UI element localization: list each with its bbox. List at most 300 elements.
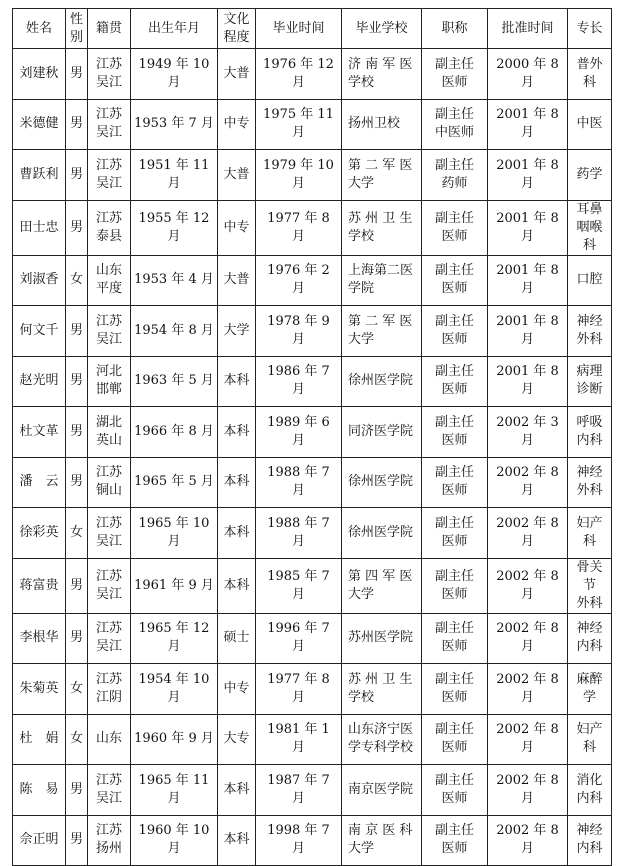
specialty-cell (568, 714, 612, 765)
school-cell-line: 山东济宁医 (348, 722, 414, 738)
title-cell-line: 副主任 (434, 515, 474, 531)
header-name: 姓名 (13, 9, 66, 49)
education-cell: 本科 (218, 765, 256, 816)
header-gender (66, 9, 88, 49)
title-cell-line: 医师 (441, 790, 468, 806)
title-cell-line: 医师 (441, 483, 468, 499)
header-specialty: 专长 (568, 9, 612, 49)
title-cell-line: 医师 (441, 74, 468, 90)
gender-cell: 男 (66, 613, 88, 664)
specialty-cell (568, 407, 612, 458)
name-cell: 陈 易 (13, 765, 66, 816)
header-school: 毕业学校 (342, 9, 422, 49)
native-cell-line: 江苏 (95, 515, 122, 531)
title-cell-line: 副主任 (434, 568, 474, 584)
gender-cell: 男 (66, 765, 88, 816)
school-cell (342, 613, 422, 664)
title-cell-line: 医师 (441, 228, 468, 244)
title-cell (422, 664, 488, 715)
graduation-cell: 1988 年 7 月 (256, 508, 342, 559)
gender-cell: 男 (66, 815, 88, 866)
specialty-cell-line: 神经 (576, 465, 603, 481)
school-cell-line: 学院 (348, 281, 375, 297)
title-cell-line: 副主任 (434, 364, 474, 380)
document-page (12, 8, 612, 866)
birth-cell: 1954 年 10 月 (131, 664, 218, 715)
school-cell-line: 第 二 军 医 (348, 157, 413, 173)
name-cell: 朱菊英 (13, 664, 66, 715)
header-gender-line: 别 (69, 29, 83, 45)
school-cell-line: 苏 州 卫 生 (348, 210, 413, 226)
graduation-cell: 1988 年 7 月 (256, 457, 342, 508)
title-cell-line: 副主任 (434, 823, 474, 839)
gender-cell: 男 (66, 150, 88, 201)
title-cell (422, 457, 488, 508)
native-cell-line: 泰县 (95, 228, 122, 244)
specialty-cell-line: 普外科 (576, 56, 603, 90)
birth-cell: 1963 年 5 月 (131, 356, 218, 407)
header-education-line: 程度 (223, 29, 250, 45)
graduation-cell: 1977 年 8 月 (256, 200, 342, 255)
graduation-cell: 1986 年 7 月 (256, 356, 342, 407)
name-cell: 蒋富贵 (13, 558, 66, 613)
education-cell: 大普 (218, 255, 256, 306)
specialty-cell (568, 558, 612, 613)
education-cell: 本科 (218, 558, 256, 613)
education-cell: 大普 (218, 49, 256, 100)
native-cell (88, 255, 131, 306)
education-cell: 中专 (218, 664, 256, 715)
title-cell-line: 中医师 (434, 125, 474, 141)
approved-cell: 2002 年 8 月 (488, 508, 568, 559)
school-cell (342, 664, 422, 715)
header-education-line: 文化 (223, 11, 250, 27)
native-cell-line: 江苏 (95, 621, 122, 637)
specialty-cell-line: 神经 (576, 621, 603, 637)
graduation-cell: 1977 年 8 月 (256, 664, 342, 715)
header-row (13, 9, 612, 49)
table-row (13, 150, 612, 201)
specialty-cell (568, 99, 612, 150)
header-graduation: 毕业时间 (256, 9, 342, 49)
native-cell-line: 平度 (95, 281, 122, 297)
title-cell (422, 255, 488, 306)
birth-cell: 1965 年 5 月 (131, 457, 218, 508)
school-cell (342, 765, 422, 816)
native-cell-line: 扬州 (95, 841, 122, 857)
title-cell-line: 医师 (441, 281, 468, 297)
specialty-cell-line: 外科 (576, 483, 603, 499)
school-cell (342, 815, 422, 866)
header-title: 职称 (422, 9, 488, 49)
approved-cell: 2001 年 8 月 (488, 150, 568, 201)
approved-cell: 2001 年 8 月 (488, 255, 568, 306)
education-cell: 本科 (218, 407, 256, 458)
specialty-cell (568, 255, 612, 306)
native-cell-line: 吴江 (95, 74, 122, 90)
school-cell (342, 255, 422, 306)
gender-cell: 男 (66, 200, 88, 255)
graduation-cell: 1998 年 7 月 (256, 815, 342, 866)
specialty-cell (568, 613, 612, 664)
native-cell-line: 吴江 (95, 175, 122, 191)
title-cell-line: 医师 (441, 382, 468, 398)
gender-cell: 男 (66, 306, 88, 357)
title-cell (422, 306, 488, 357)
school-cell (342, 457, 422, 508)
header-birth: 出生年月 (131, 9, 218, 49)
school-cell-line: 济 南 军 医 (348, 56, 413, 72)
native-cell-line: 山东 (95, 731, 122, 747)
title-cell (422, 49, 488, 100)
title-cell (422, 200, 488, 255)
native-cell (88, 150, 131, 201)
title-cell-line: 副主任 (434, 157, 474, 173)
school-cell-line: 南京医学院 (348, 781, 414, 797)
native-cell-line: 山东 (95, 263, 122, 279)
specialty-cell (568, 765, 612, 816)
native-cell-line: 江苏 (95, 210, 122, 226)
specialty-cell-line: 神经 (576, 313, 603, 329)
title-cell-line: 副主任 (434, 621, 474, 637)
title-cell (422, 765, 488, 816)
specialty-cell-line: 诊断 (576, 382, 603, 398)
title-cell-line: 副主任 (434, 772, 474, 788)
table-row (13, 356, 612, 407)
title-cell (422, 558, 488, 613)
native-cell-line: 河北 (95, 364, 122, 380)
school-cell-line: 徐州医学院 (348, 373, 414, 389)
birth-cell: 1965 年 10 月 (131, 508, 218, 559)
title-cell-line: 医师 (441, 533, 468, 549)
native-cell-line: 江苏 (95, 56, 122, 72)
school-cell (342, 407, 422, 458)
title-cell-line: 副主任 (434, 107, 474, 123)
native-cell (88, 714, 131, 765)
education-cell: 中专 (218, 99, 256, 150)
specialty-cell-line: 妇产科 (576, 515, 603, 549)
specialty-cell-line: 内科 (576, 841, 603, 857)
graduation-cell: 1975 年 11 月 (256, 99, 342, 150)
birth-cell: 1965 年 11 月 (131, 765, 218, 816)
native-cell (88, 765, 131, 816)
school-cell-line: 苏 州 卫 生 (348, 671, 413, 687)
graduation-cell: 1989 年 6 月 (256, 407, 342, 458)
title-cell (422, 356, 488, 407)
school-cell-line: 同济医学院 (348, 423, 414, 439)
education-cell: 本科 (218, 508, 256, 559)
specialty-cell (568, 200, 612, 255)
specialty-cell (568, 815, 612, 866)
native-cell-line: 吴江 (95, 125, 122, 141)
title-cell (422, 815, 488, 866)
gender-cell: 男 (66, 558, 88, 613)
native-cell-line: 吴江 (95, 639, 122, 655)
school-cell (342, 356, 422, 407)
native-cell (88, 508, 131, 559)
education-cell: 本科 (218, 356, 256, 407)
education-cell: 中专 (218, 200, 256, 255)
specialty-cell-line: 外科 (576, 595, 603, 611)
native-cell-line: 吴江 (95, 790, 122, 806)
education-cell: 大专 (218, 714, 256, 765)
approved-cell: 2002 年 8 月 (488, 765, 568, 816)
birth-cell: 1961 年 9 月 (131, 558, 218, 613)
approved-cell: 2002 年 8 月 (488, 815, 568, 866)
specialty-cell-line: 咽喉科 (576, 219, 603, 253)
graduation-cell: 1996 年 7 月 (256, 613, 342, 664)
approved-cell: 2002 年 8 月 (488, 613, 568, 664)
birth-cell: 1960 年 9 月 (131, 714, 218, 765)
title-cell-line: 副主任 (434, 56, 474, 72)
school-cell-line: 苏州医学院 (348, 630, 414, 646)
name-cell: 杜 娟 (13, 714, 66, 765)
gender-cell: 男 (66, 99, 88, 150)
title-cell-line: 医师 (441, 689, 468, 705)
table-row (13, 99, 612, 150)
title-cell-line: 医师 (441, 586, 468, 602)
table-row (13, 49, 612, 100)
native-cell-line: 江苏 (95, 157, 122, 173)
school-cell-line: 大学 (348, 175, 375, 191)
school-cell-line: 第 四 军 医 (348, 568, 413, 584)
title-cell-line: 药师 (441, 175, 468, 191)
header-education (218, 9, 256, 49)
header-gender-line: 性 (69, 11, 83, 27)
specialty-cell-line: 消化 (576, 772, 603, 788)
title-cell-line: 副主任 (434, 263, 474, 279)
school-cell-line: 徐州医学院 (348, 474, 414, 490)
specialty-cell-line: 神经 (576, 823, 603, 839)
birth-cell: 1955 年 12 月 (131, 200, 218, 255)
approved-cell: 2002 年 8 月 (488, 714, 568, 765)
school-cell (342, 714, 422, 765)
school-cell-line: 大学 (348, 586, 375, 602)
native-cell (88, 200, 131, 255)
name-cell: 潘 云 (13, 457, 66, 508)
native-cell (88, 664, 131, 715)
approved-cell: 2001 年 8 月 (488, 306, 568, 357)
school-cell (342, 306, 422, 357)
table-row (13, 613, 612, 664)
school-cell-line: 第 二 军 医 (348, 313, 413, 329)
birth-cell: 1953 年 7 月 (131, 99, 218, 150)
gender-cell: 男 (66, 407, 88, 458)
native-cell-line: 江苏 (95, 107, 122, 123)
education-cell: 本科 (218, 815, 256, 866)
title-cell (422, 508, 488, 559)
name-cell: 杜文革 (13, 407, 66, 458)
name-cell: 李根华 (13, 613, 66, 664)
education-cell: 本科 (218, 457, 256, 508)
specialty-cell (568, 306, 612, 357)
school-cell-line: 南 京 医 科 (348, 823, 413, 839)
title-cell (422, 407, 488, 458)
name-cell: 米德健 (13, 99, 66, 150)
specialty-cell (568, 664, 612, 715)
school-cell-line: 大学 (348, 331, 375, 347)
name-cell: 田士忠 (13, 200, 66, 255)
native-cell (88, 407, 131, 458)
native-cell-line: 江苏 (95, 671, 122, 687)
title-cell-line: 副主任 (434, 210, 474, 226)
name-cell: 佘正明 (13, 815, 66, 866)
birth-cell: 1951 年 11 月 (131, 150, 218, 201)
education-cell: 硕士 (218, 613, 256, 664)
native-cell (88, 457, 131, 508)
name-cell: 赵光明 (13, 356, 66, 407)
specialty-cell-line: 耳鼻 (576, 201, 603, 217)
school-cell-line: 学校 (348, 74, 375, 90)
title-cell (422, 613, 488, 664)
native-cell-line: 铜山 (95, 483, 122, 499)
gender-cell: 男 (66, 356, 88, 407)
approved-cell: 2002 年 8 月 (488, 457, 568, 508)
graduation-cell: 1985 年 7 月 (256, 558, 342, 613)
specialty-cell-line: 药学 (576, 166, 603, 182)
school-cell-line: 扬州卫校 (348, 116, 401, 132)
native-cell (88, 613, 131, 664)
title-cell-line: 副主任 (434, 414, 474, 430)
gender-cell: 女 (66, 255, 88, 306)
table-body (13, 49, 612, 866)
title-cell-line: 医师 (441, 331, 468, 347)
birth-cell: 1954 年 8 月 (131, 306, 218, 357)
native-cell-line: 江苏 (95, 823, 122, 839)
education-cell: 大普 (218, 150, 256, 201)
table-row (13, 815, 612, 866)
name-cell: 刘淑香 (13, 255, 66, 306)
school-cell-line: 学校 (348, 228, 375, 244)
school-cell (342, 558, 422, 613)
graduation-cell: 1987 年 7 月 (256, 765, 342, 816)
table-row (13, 407, 612, 458)
table-row (13, 457, 612, 508)
name-cell: 刘建秋 (13, 49, 66, 100)
native-cell-line: 英山 (95, 432, 122, 448)
table-row (13, 200, 612, 255)
native-cell-line: 吴江 (95, 533, 122, 549)
title-cell-line: 医师 (441, 841, 468, 857)
school-cell-line: 徐州医学院 (348, 524, 414, 540)
native-cell (88, 815, 131, 866)
native-cell-line: 江苏 (95, 772, 122, 788)
school-cell (342, 200, 422, 255)
specialty-cell (568, 49, 612, 100)
native-cell-line: 湖北 (95, 414, 122, 430)
birth-cell: 1960 年 10 月 (131, 815, 218, 866)
table-row (13, 255, 612, 306)
approved-cell: 2002 年 8 月 (488, 558, 568, 613)
specialty-cell-line: 内科 (576, 639, 603, 655)
native-cell (88, 558, 131, 613)
native-cell-line: 邯郸 (95, 382, 122, 398)
specialty-cell-line: 外科 (576, 331, 603, 347)
table-row (13, 714, 612, 765)
school-cell-line: 大学 (348, 841, 375, 857)
birth-cell: 1953 年 4 月 (131, 255, 218, 306)
table-row (13, 765, 612, 816)
specialty-cell-line: 内科 (576, 790, 603, 806)
graduation-cell: 1979 年 10 月 (256, 150, 342, 201)
table-row (13, 558, 612, 613)
gender-cell: 女 (66, 508, 88, 559)
title-cell-line: 副主任 (434, 671, 474, 687)
table-row (13, 508, 612, 559)
name-cell: 何文千 (13, 306, 66, 357)
table-row (13, 664, 612, 715)
table-row (13, 306, 612, 357)
native-cell-line: 江阴 (95, 689, 122, 705)
school-cell (342, 508, 422, 559)
native-cell (88, 306, 131, 357)
title-cell-line: 副主任 (434, 722, 474, 738)
gender-cell: 男 (66, 49, 88, 100)
specialty-cell (568, 457, 612, 508)
header-approved: 批准时间 (488, 9, 568, 49)
approved-cell: 2002 年 3 月 (488, 407, 568, 458)
name-cell: 徐彩英 (13, 508, 66, 559)
graduation-cell: 1976 年 2 月 (256, 255, 342, 306)
native-cell-line: 江苏 (95, 568, 122, 584)
gender-cell: 女 (66, 714, 88, 765)
school-cell-line: 上海第二医 (348, 263, 414, 279)
specialty-cell (568, 356, 612, 407)
school-cell-line: 学校 (348, 689, 375, 705)
graduation-cell: 1978 年 9 月 (256, 306, 342, 357)
title-cell-line: 医师 (441, 740, 468, 756)
specialty-cell (568, 508, 612, 559)
specialty-cell-line: 病理 (576, 364, 603, 380)
title-cell-line: 副主任 (434, 313, 474, 329)
title-cell (422, 714, 488, 765)
school-cell (342, 49, 422, 100)
native-cell-line: 江苏 (95, 313, 122, 329)
birth-cell: 1965 年 12 月 (131, 613, 218, 664)
specialty-cell-line: 口腔 (576, 272, 603, 288)
specialty-cell-line: 呼吸 (576, 414, 603, 430)
header-native: 籍贯 (88, 9, 131, 49)
title-cell (422, 99, 488, 150)
approved-cell: 2001 年 8 月 (488, 200, 568, 255)
birth-cell: 1949 年 10 月 (131, 49, 218, 100)
specialty-cell-line: 妇产科 (576, 722, 603, 756)
school-cell (342, 150, 422, 201)
school-cell (342, 99, 422, 150)
title-cell-line: 副主任 (434, 465, 474, 481)
native-cell (88, 99, 131, 150)
specialty-cell-line: 骨关节 (576, 559, 603, 593)
birth-cell: 1966 年 8 月 (131, 407, 218, 458)
education-cell: 大学 (218, 306, 256, 357)
gender-cell: 女 (66, 664, 88, 715)
native-cell (88, 356, 131, 407)
title-cell-line: 医师 (441, 639, 468, 655)
specialty-cell-line: 麻醉学 (576, 671, 603, 705)
native-cell (88, 49, 131, 100)
specialty-cell (568, 150, 612, 201)
title-cell-line: 医师 (441, 432, 468, 448)
graduation-cell: 1981 年 1 月 (256, 714, 342, 765)
native-cell-line: 吴江 (95, 331, 122, 347)
native-cell-line: 吴江 (95, 586, 122, 602)
approved-cell: 2001 年 8 月 (488, 99, 568, 150)
school-cell-line: 学专科学校 (348, 740, 414, 756)
gender-cell: 男 (66, 457, 88, 508)
graduation-cell: 1976 年 12 月 (256, 49, 342, 100)
approved-cell: 2000 年 8 月 (488, 49, 568, 100)
staff-table (12, 8, 612, 866)
